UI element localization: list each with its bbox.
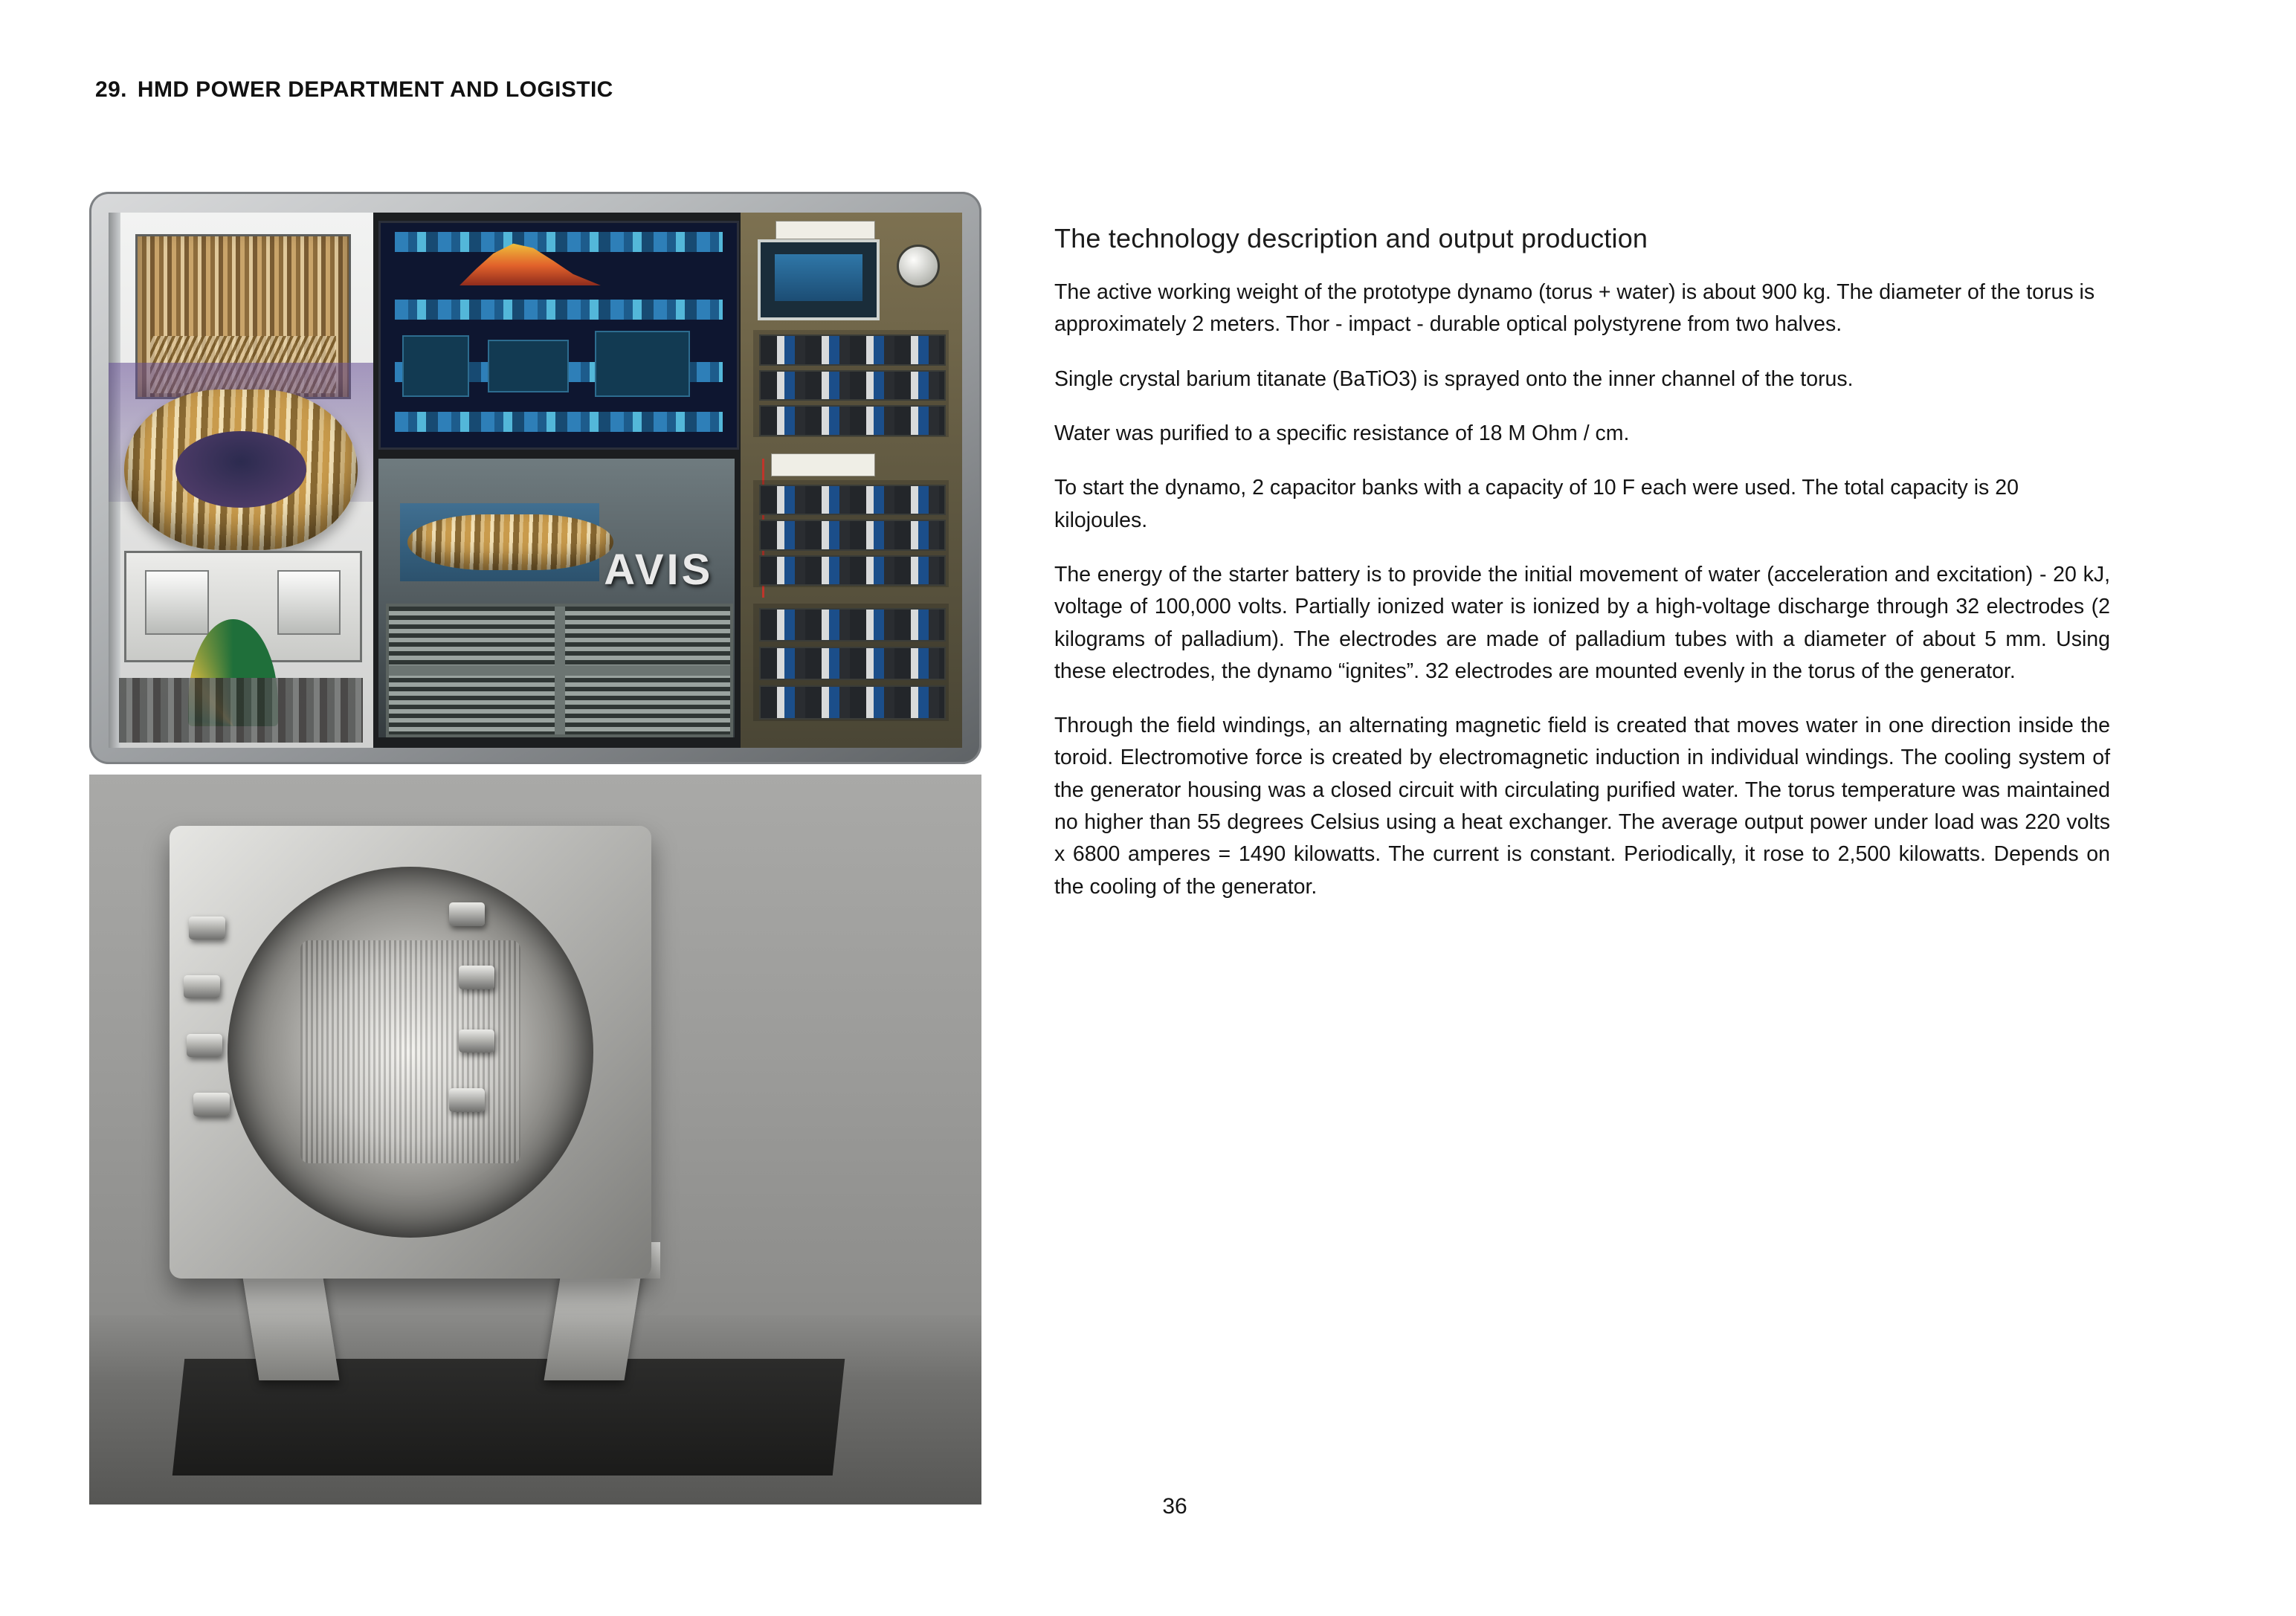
figure-control-cabinet <box>89 192 981 764</box>
cabinet-left-bay <box>109 213 377 748</box>
paragraph-6: Through the field windings, an alternating magnetic field is created that moves water in one direction inside the toroid. Electromotive force is created by electromagnetic induction in individual windings. The cooling system of the generator housing was a closed circuit with circulating purified water. The torus temperature was maintained no higher than 55 degrees Celsius using a heat exchanger. The average output power under load was 220 volts x 6800 amperes = 1490 kilowatts. The current is constant. Periodically, it rose to 2,500 kilowatts. Depends on the cooling of the generator. <box>1054 714 2110 899</box>
torus-dynamo-left <box>124 390 357 550</box>
breaker-row <box>759 485 946 515</box>
breaker-rack-middle <box>753 480 949 587</box>
breaker-rack-upper <box>753 330 949 437</box>
machine-photo-screen <box>378 459 735 737</box>
generator-bore <box>228 867 593 1238</box>
breaker-row <box>759 555 946 586</box>
flange-bolt <box>193 1093 230 1116</box>
hmi-panel <box>758 239 879 320</box>
section-title: HMD POWER DEPARTMENT AND LOGISTIC <box>137 77 613 102</box>
avis-logo: AVIS <box>604 546 714 595</box>
flange-bolt <box>459 1030 495 1053</box>
lower-equipment-strip <box>119 678 362 742</box>
gauge-dial <box>897 245 940 288</box>
screen-panel <box>488 340 569 392</box>
breaker-row <box>759 685 946 719</box>
page-title <box>95 77 613 103</box>
breaker-row <box>759 334 946 365</box>
radiator-grille <box>386 604 734 737</box>
figure-generator-housing-photo <box>89 775 981 1505</box>
section-lead-title: The technology description and output production <box>1054 223 1648 253</box>
breaker-row <box>759 520 946 550</box>
screen-panel <box>595 331 690 397</box>
flange-bolt <box>184 975 220 999</box>
flange-bolt <box>187 1034 223 1058</box>
cabinet-right-bay <box>741 213 962 748</box>
breaker-row <box>759 647 946 680</box>
flange-bolt <box>449 1088 486 1112</box>
figure-column <box>89 192 981 1505</box>
flange-bolt <box>459 966 495 989</box>
page-number: 36 <box>1162 1494 1187 1519</box>
screen-bar-row <box>395 232 723 252</box>
article-text-column <box>1054 223 2110 925</box>
rack-label-tag <box>775 221 874 239</box>
flange-bolt <box>449 902 486 926</box>
breaker-row <box>759 608 946 641</box>
breaker-row <box>759 405 946 436</box>
torus-dynamo-middle <box>407 514 614 570</box>
paragraph-3: Water was purified to a specific resistance of 18 M Ohm / cm. <box>1054 421 1630 445</box>
paragraph-2: Single crystal barium titanate (BaTiO3) is sprayed onto the inner channel of the torus. <box>1054 366 1854 391</box>
screen-panel <box>402 335 469 397</box>
flange-bolt <box>189 917 225 940</box>
breaker-row <box>759 370 946 401</box>
paragraph-4: To start the dynamo, 2 capacitor banks with a capacity of 10 F each were used. The total capacity is 20 kilojoules. <box>1054 476 2019 532</box>
section-number: 29. <box>95 77 127 102</box>
screen-bar-row <box>395 300 723 320</box>
cabinet-middle-bay <box>373 213 744 748</box>
paragraph-5: The energy of the starter battery is to provide the initial movement of water (acceleration and excitation) - 20 kJ, voltage of 100,000 volts. Partially ionized water is ionized by a high-voltage discharge through 32 electrodes (2 kilograms of palladium). The electrodes are made of palladium tubes with a diameter of about 5 mm. Using these electrodes, the dynamo “ignites”. 32 electrodes are mounted evenly in the torus of the generator. <box>1054 562 2110 683</box>
breaker-rack-lower <box>753 604 949 721</box>
generator-housing <box>170 826 651 1279</box>
rack-label-tag <box>771 453 874 476</box>
scada-screen <box>378 221 739 450</box>
screen-bar-row <box>395 412 723 432</box>
radiator-divider-horizontal <box>389 665 731 676</box>
cabinet-interior <box>109 213 962 748</box>
paragraph-1: The active working weight of the prototype dynamo (torus + water) is about 900 kg. The diameter of the torus is approximately 2 meters. Thor - impact - durable optical polystyrene from two halves. <box>1054 280 2095 337</box>
